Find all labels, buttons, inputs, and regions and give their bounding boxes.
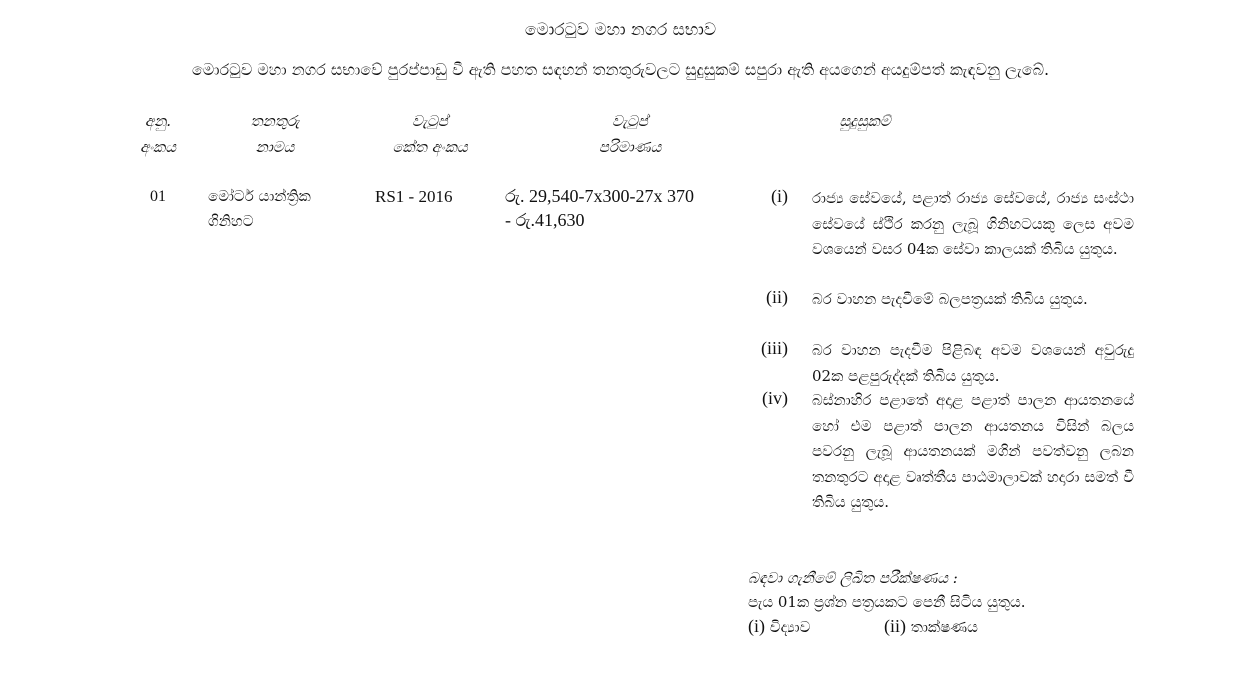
exam-subject-2: (ii) තාක්ෂණය xyxy=(884,616,978,636)
exam-line: පැය 01ක ප්‍රශ්න පත්‍රයකට පෙනී සිටිය යුතුය. xyxy=(748,593,1026,611)
requirement-label-2: (ii) xyxy=(766,287,788,307)
salary-code: RS1 - 2016 xyxy=(375,187,453,206)
requirement-text-3: බර වාහන පැදවීම පිළිබඳ අවම වශයෙන් අවුරුදු 02ක පළපුරුද්දක් තිබිය යුතුය. xyxy=(812,341,1134,385)
column-header-post: තනතුරු නාමය xyxy=(250,112,300,156)
exam-heading: බඳවා ගැනීමේ ලිඛිත පරීක්ෂණය : xyxy=(748,569,958,587)
column-header-salary-scale: වැටුප් පරිමාණය xyxy=(598,112,662,156)
requirement-text-1: රාජ්‍ය සේවයේ, පළාත් රාජ්‍ය සේවයේ, රාජ්‍ය සංස්ථා සේවයේ ස්ථිර කරනු ලැබූ ගිනිහටයකු ලෙස අවම වශයෙන් වසර 04ක සේවා කාලයක් තිබිය යුතුය. xyxy=(812,189,1134,258)
notice-title: මොරටුව මහා නගර සභාව xyxy=(524,20,717,40)
post-name: මෝටර් යාන්ත්‍රික ගිනිහට xyxy=(208,187,311,230)
column-header-number: අනු. අංකය xyxy=(139,112,176,156)
requirement-label-3: (iii) xyxy=(761,338,788,358)
requirement-text-2: බර වාහන පැදවීමේ බලපත්‍රයක් තිබිය යුතුය. xyxy=(812,290,1088,308)
row-number: 01 xyxy=(150,188,166,205)
requirement-text-4: බස්නාහිර පළාතේ අදාළ පළාත් පාලන ආයතනයේ හෝ එම පළාත් පාලන ආයතනය විසින් බලය පවරනු ලැබූ ආයතනයක් මගින් පවත්වනු ලබන තනතුරට අදාළ වෘත්තීය පාඨමාලාවක් හදාරා සමත් වී තිබිය යුතුය. xyxy=(812,391,1134,511)
requirement-label-4: (iv) xyxy=(762,388,788,408)
salary-scale: රු. 29,540-7x300-27x 370 - රු.41,630 xyxy=(505,186,695,230)
exam-subject-1: (i) විද්‍යාව xyxy=(748,616,811,636)
requirement-label-1: (i) xyxy=(771,186,788,206)
notice-subtitle: මොරටුව මහා නගර සභාවේ පුරප්පාඩු වී ඇති පහත සඳහන් තනතුරුවලට සුදුසුකම් සපුරා ඇති අයගෙන් අයදුම්පත් කැඳවනු ලැබේ. xyxy=(191,60,1050,79)
column-header-qualifications: සුදුසුකම් xyxy=(839,112,891,130)
column-header-salary-code: වැටුප් කේත අංකය xyxy=(392,112,468,156)
